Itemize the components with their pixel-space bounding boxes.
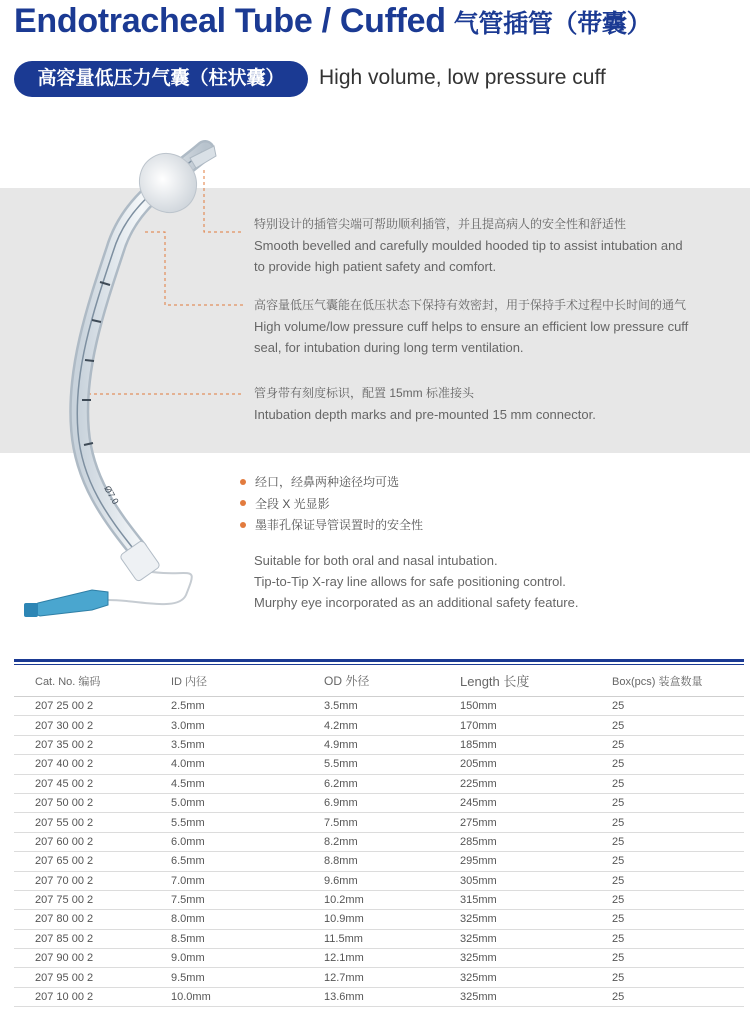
length-cell: 185mm — [460, 735, 612, 754]
cat-no-cell: 207 60 00 2 — [14, 832, 171, 851]
title-chinese: 气管插管（带囊） — [453, 10, 652, 38]
list-item: Tip-to-Tip X-ray line allows for safe positioning control. — [254, 574, 566, 589]
table-row — [14, 949, 744, 968]
feature-cuff — [254, 295, 688, 358]
length-cell: 150mm — [460, 697, 612, 716]
feature-tip — [254, 214, 683, 277]
cat-no-cell: 207 40 00 2 — [14, 755, 171, 774]
box-cell: 25 — [612, 793, 744, 812]
length-cell: 205mm — [460, 755, 612, 774]
box-cell: 25 — [612, 832, 744, 851]
od-cell: 12.1mm — [324, 949, 460, 968]
table-row — [14, 852, 744, 871]
box-cell: 25 — [612, 890, 744, 909]
table-row — [14, 755, 744, 774]
length-cell: 285mm — [460, 832, 612, 851]
table-row — [14, 793, 744, 812]
feature-cuff-en-line1: High volume/low pressure cuff helps to ensure an efficient low pressure cuff — [254, 319, 689, 334]
od-cell: 6.2mm — [324, 774, 460, 793]
od-cell: 8.2mm — [324, 832, 460, 851]
column-header-cat-no: Cat. No. 编码 — [14, 665, 171, 697]
table-row — [14, 871, 744, 890]
cat-no-cell: 207 80 00 2 — [14, 910, 171, 929]
page-title — [14, 2, 651, 41]
bullet-dot-icon — [240, 500, 246, 506]
column-header-id: ID 内径 — [171, 665, 324, 697]
cat-no-cell: 207 70 00 2 — [14, 871, 171, 890]
id-cell: 10.0mm — [171, 987, 324, 1006]
box-cell: 25 — [612, 716, 744, 735]
id-cell: 7.5mm — [171, 890, 324, 909]
od-cell: 8.8mm — [324, 852, 460, 871]
column-header-od: OD 外径 — [324, 665, 460, 697]
cuff-type-badge: 高容量低压力气囊（柱状囊） — [14, 61, 308, 97]
box-cell: 25 — [612, 910, 744, 929]
cat-no-cell: 207 30 00 2 — [14, 716, 171, 735]
od-cell: 10.9mm — [324, 910, 460, 929]
table-row — [14, 890, 744, 909]
spec-table — [14, 659, 744, 1007]
table-row — [14, 813, 744, 832]
cat-no-cell: 207 25 00 2 — [14, 697, 171, 716]
box-cell: 25 — [612, 755, 744, 774]
table-header-row — [14, 665, 744, 697]
box-cell: 25 — [612, 697, 744, 716]
feature-tip-en-line1: Smooth bevelled and carefully moulded hooded tip to assist intubation and — [254, 238, 683, 253]
table-row — [14, 910, 744, 929]
id-cell: 6.5mm — [171, 852, 324, 871]
id-cell: 7.0mm — [171, 871, 324, 890]
list-item: Suitable for both oral and nasal intubation. — [254, 553, 498, 568]
length-cell: 325mm — [460, 987, 612, 1006]
od-cell: 10.2mm — [324, 890, 460, 909]
box-cell: 25 — [612, 949, 744, 968]
list-item: 经口，经鼻两种途径均可选 — [240, 472, 423, 494]
title-english: Endotracheal Tube / Cuffed — [14, 2, 446, 40]
table-row — [14, 929, 744, 948]
feature-tip-cn: 特别设计的插管尖端可帮助顺利插管，并且提高病人的安全性和舒适性 — [254, 217, 627, 231]
length-cell: 295mm — [460, 852, 612, 871]
table-row — [14, 832, 744, 851]
length-cell: 245mm — [460, 793, 612, 812]
table-row — [14, 774, 744, 793]
list-item: 全段 X 光显影 — [240, 494, 423, 516]
id-cell: 5.0mm — [171, 793, 324, 812]
feature-cuff-cn: 高容量低压气囊能在低压状态下保持有效密封，用于保持手术过程中长时间的通气 — [254, 298, 687, 312]
feature-cuff-en-line2: seal, for intubation during long term ventilation. — [254, 340, 524, 355]
id-cell: 3.5mm — [171, 735, 324, 754]
box-cell: 25 — [612, 968, 744, 987]
id-cell: 4.0mm — [171, 755, 324, 774]
od-cell: 11.5mm — [324, 929, 460, 948]
box-cell: 25 — [612, 929, 744, 948]
id-cell: 8.0mm — [171, 910, 324, 929]
id-cell: 6.0mm — [171, 832, 324, 851]
box-cell: 25 — [612, 871, 744, 890]
id-cell: 5.5mm — [171, 813, 324, 832]
length-cell: 325mm — [460, 949, 612, 968]
bullet-dot-icon — [240, 522, 246, 528]
od-cell: 4.9mm — [324, 735, 460, 754]
id-cell: 8.5mm — [171, 929, 324, 948]
cat-no-cell: 207 35 00 2 — [14, 735, 171, 754]
cat-no-cell: 207 95 00 2 — [14, 968, 171, 987]
table-row — [14, 735, 744, 754]
list-item: 墨菲孔保证导管误置时的安全性 — [240, 515, 423, 537]
od-cell: 7.5mm — [324, 813, 460, 832]
id-cell: 4.5mm — [171, 774, 324, 793]
cat-no-cell: 207 90 00 2 — [14, 949, 171, 968]
id-cell: 3.0mm — [171, 716, 324, 735]
table-row — [14, 697, 744, 716]
id-cell: 2.5mm — [171, 697, 324, 716]
od-cell: 4.2mm — [324, 716, 460, 735]
od-cell: 9.6mm — [324, 871, 460, 890]
od-cell: 5.5mm — [324, 755, 460, 774]
box-cell: 25 — [612, 987, 744, 1006]
length-cell: 325mm — [460, 968, 612, 987]
od-cell: 3.5mm — [324, 697, 460, 716]
feature-english-list — [254, 550, 578, 613]
cat-no-cell: 207 65 00 2 — [14, 852, 171, 871]
length-cell: 305mm — [460, 871, 612, 890]
length-cell: 315mm — [460, 890, 612, 909]
id-cell: 9.5mm — [171, 968, 324, 987]
table-row — [14, 716, 744, 735]
od-cell: 6.9mm — [324, 793, 460, 812]
feature-bullet-list — [240, 472, 423, 537]
feature-tip-en-line2: to provide high patient safety and comfort. — [254, 259, 497, 274]
table-top-rule — [14, 659, 744, 662]
length-cell: 325mm — [460, 910, 612, 929]
cat-no-cell: 207 10 00 2 — [14, 987, 171, 1006]
tube-size-mark: Ø7.0 — [102, 484, 121, 506]
length-cell: 225mm — [460, 774, 612, 793]
cat-no-cell: 207 85 00 2 — [14, 929, 171, 948]
box-cell: 25 — [612, 813, 744, 832]
cat-no-cell: 207 45 00 2 — [14, 774, 171, 793]
length-cell: 170mm — [460, 716, 612, 735]
box-cell: 25 — [612, 774, 744, 793]
table-row — [14, 968, 744, 987]
od-cell: 12.7mm — [324, 968, 460, 987]
box-cell: 25 — [612, 852, 744, 871]
box-cell: 25 — [612, 735, 744, 754]
cuff-type-subtitle: High volume, low pressure cuff — [319, 66, 606, 89]
feature-marks-en: Intubation depth marks and pre-mounted 15 mm connector. — [254, 407, 596, 422]
table-row — [14, 987, 744, 1006]
length-cell: 325mm — [460, 929, 612, 948]
length-cell: 275mm — [460, 813, 612, 832]
id-cell: 9.0mm — [171, 949, 324, 968]
column-header-length: Length 长度 — [460, 665, 612, 697]
cat-no-cell: 207 50 00 2 — [14, 793, 171, 812]
cat-no-cell: 207 75 00 2 — [14, 890, 171, 909]
feature-marks — [254, 383, 596, 425]
column-header-box: Box(pcs) 装盒数量 — [612, 665, 744, 697]
bullet-dot-icon — [240, 479, 246, 485]
od-cell: 13.6mm — [324, 987, 460, 1006]
cat-no-cell: 207 55 00 2 — [14, 813, 171, 832]
list-item: Murphy eye incorporated as an additional safety feature. — [254, 595, 579, 610]
feature-marks-cn: 管身带有刻度标识，配置 15mm 标准接头 — [254, 386, 475, 400]
